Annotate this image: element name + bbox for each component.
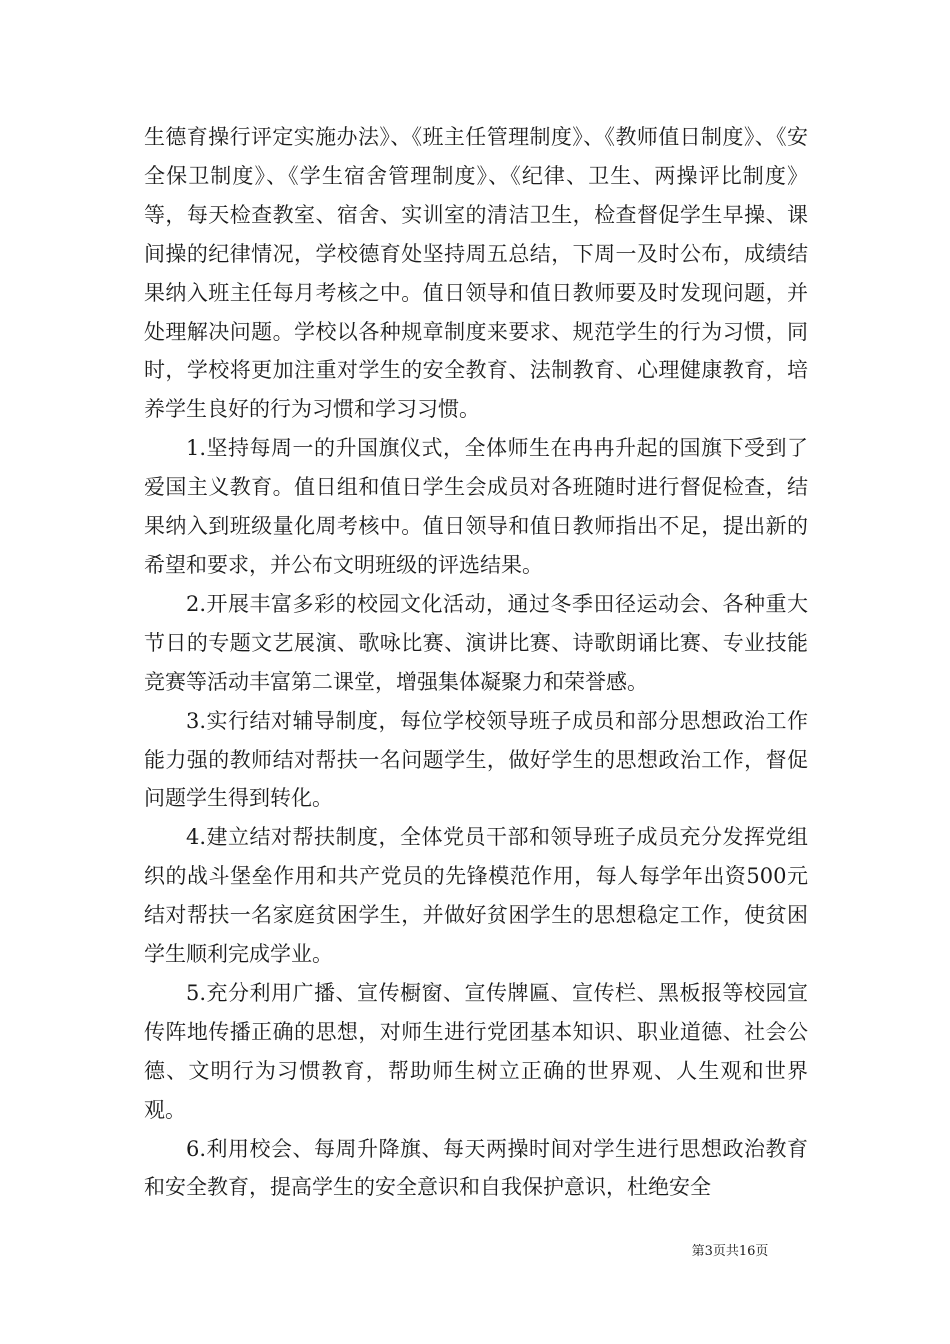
paragraph-item-1: 1.坚持每周一的升国旗仪式，全体师生在冉冉升起的国旗下受到了爱国主义教育。值日组和值日学生会成员对各班随时进行督促检查，结果纳入到班级量化周考核中。值日领导和值日教师指出不足，提出新的希望和要求，并公布文明班级的评选结果。	[144, 436, 808, 577]
paragraph-item-3: 3.实行结对辅导制度，每位学校领导班子成员和部分思想政治工作能力强的教师结对帮扶一名问题学生，做好学生的思想政治工作，督促问题学生得到转化。	[144, 708, 808, 811]
page-number-footer: 第3页共16页	[691, 1244, 769, 1259]
paragraph-continuation: 生德育操行评定实施办法》、《班主任管理制度》、《教师值日制度》、《安全保卫制度》、《学生宿舍管理制度》、《纪律、卫生、两操评比制度》等，每天检查教室、宿舍、实训室的清洁卫生，检查督促学生早操、课间操的纪律情况，学校德育处坚持周五总结，下周一及时公布，成绩结果纳入班主任每月考核之中。值日领导和值日教师要及时发现问题，并处理解决问题。学校以各种规章制度来要求、规范学生的行为习惯，同时，学校将更加注重对学生的安全教育、法制教育、心理健康教育，培养学生良好的行为习惯和学习习惯。	[144, 125, 808, 422]
document-body	[144, 118, 808, 1207]
paragraph-item-2: 2.开展丰富多彩的校园文化活动，通过冬季田径运动会、各种重大节日的专题文艺展演、歌咏比赛、演讲比赛、诗歌朗诵比赛、专业技能竞赛等活动丰富第二课堂，增强集体凝聚力和荣誉感。	[144, 591, 808, 694]
paragraph-item-5: 5.充分利用广播、宣传橱窗、宣传牌匾、宣传栏、黑板报等校园宣传阵地传播正确的思想，对师生进行党团基本知识、职业道德、社会公德、文明行为习惯教育，帮助师生树立正确的世界观、人生观和世界观。	[144, 980, 808, 1122]
paragraph-item-6: 6.利用校会、每周升降旗、每天两操时间对学生进行思想政治教育和安全教育，提高学生的安全意识和自我保护意识，杜绝安全	[144, 1136, 808, 1200]
paragraph-item-4: 4.建立结对帮扶制度，全体党员干部和领导班子成员充分发挥党组织的战斗堡垒作用和共产党员的先锋模范作用，每人每学年出资500元结对帮扶一名家庭贫困学生，并做好贫困学生的思想稳定工作，使贫困学生顺利完成学业。	[144, 825, 808, 967]
